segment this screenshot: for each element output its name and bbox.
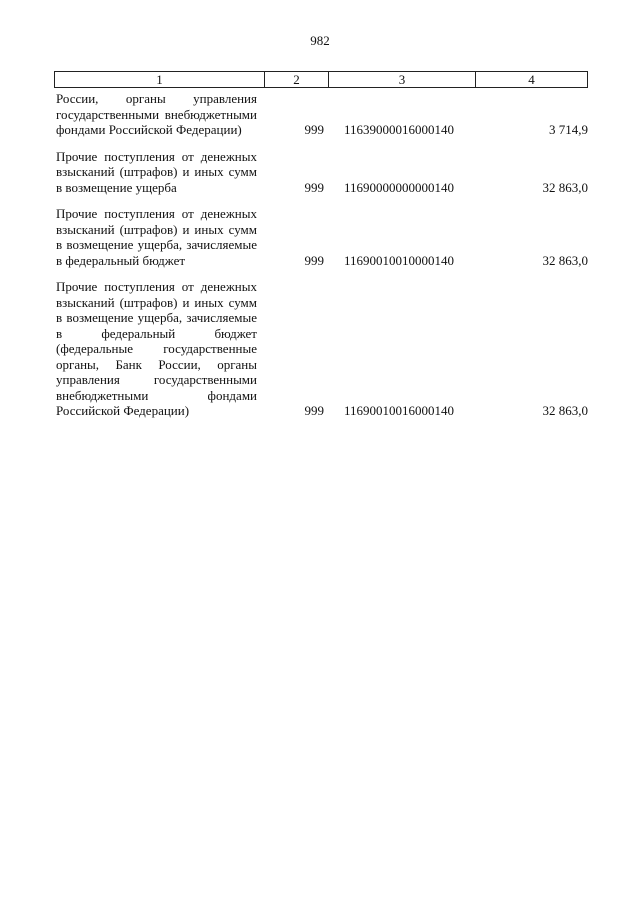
revenue-table xyxy=(54,71,588,430)
header-col-2: 2 xyxy=(265,72,329,87)
row-budget-code: 11690010016000140 xyxy=(343,403,455,418)
table-row xyxy=(54,149,588,196)
row-amount: 32 863,0 xyxy=(542,403,588,418)
header-col-4: 4 xyxy=(528,72,535,87)
row-admin-code: 999 xyxy=(304,179,324,195)
table-row xyxy=(54,279,588,419)
table-row xyxy=(54,206,588,268)
header-col-3: 3 xyxy=(329,72,476,87)
row-admin-code: 999 xyxy=(304,122,324,137)
row-admin-code: 999 xyxy=(304,403,324,418)
row-description: России, органы управления государственными внебюджетными фондами Российской Федерации) xyxy=(56,91,257,137)
row-description: Прочие поступления от денежных взысканий (штрафов) и иных сумм в возмещение ущерба, зачисляемые в федеральный бюджет (федеральные государственные органы, Банк России, органы управления государственными внебюджетными фондами Российской Федерации) xyxy=(56,279,257,418)
row-amount: 32 863,0 xyxy=(542,252,588,268)
row-admin-code: 999 xyxy=(304,252,324,268)
row-amount: 32 863,0 xyxy=(542,179,588,195)
table-row xyxy=(54,91,588,138)
row-amount: 3 714,9 xyxy=(549,122,588,137)
row-description: Прочие поступления от денежных взысканий (штрафов) и иных сумм в возмещение ущерба xyxy=(56,148,257,195)
header-col-1: 1 xyxy=(55,72,265,87)
row-budget-code: 11639000016000140 xyxy=(343,122,455,137)
row-description: Прочие поступления от денежных взысканий (штрафов) и иных сумм в возмещение ущерба, зачисляемые в федеральный бюджет xyxy=(56,206,257,268)
row-budget-code: 11690010010000140 xyxy=(343,252,455,268)
table-header xyxy=(54,71,588,88)
row-budget-code: 11690000000000140 xyxy=(343,179,455,195)
page-number: 982 xyxy=(310,33,330,48)
